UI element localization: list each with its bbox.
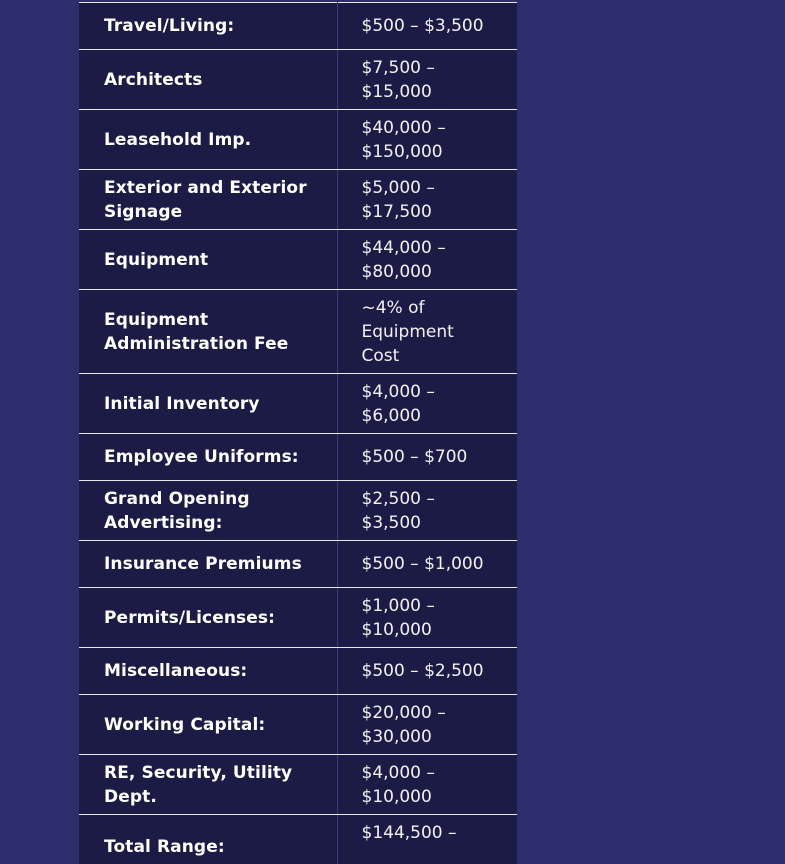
item-label: Grand Opening Advertising: [79,481,337,541]
item-amount: $500 – $2,500 [337,648,517,695]
item-amount: $44,000 – $80,000 [337,230,517,290]
item-label: RE, Security, Utility Dept. [79,755,337,815]
item-label: Equipment [79,230,337,290]
table-row [79,230,517,290]
table-row [79,170,517,230]
item-amount: $4,000 – $10,000 [337,755,517,815]
table-row [79,3,517,50]
item-label: Equipment Administration Fee [79,290,337,374]
item-label: Initial Inventory [79,374,337,434]
table-row [79,434,517,481]
item-label: Employee Uniforms: [79,434,337,481]
total-amount: $144,500 – [361,823,457,843]
table-row [79,588,517,648]
item-label: Insurance Premiums [79,541,337,588]
table-row [79,648,517,695]
item-amount: $1,000 – $10,000 [337,588,517,648]
total-label: Total Range: [79,815,337,864]
table-row [79,755,517,815]
item-label: Travel/Living: [79,3,337,50]
item-amount: $2,500 – $3,500 [337,481,517,541]
item-amount: $40,000 – $150,000 [337,110,517,170]
table-row [79,290,517,374]
item-amount: $500 – $3,500 [337,3,517,50]
table-row [79,481,517,541]
item-label: Leasehold Imp. [79,110,337,170]
investment-cost-table [79,2,517,864]
table-row [79,541,517,588]
item-label: Miscellaneous: [79,648,337,695]
item-amount: $7,500 – $15,000 [337,50,517,110]
item-label: Working Capital: [79,695,337,755]
item-label: Permits/Licenses: [79,588,337,648]
total-row [79,815,517,864]
item-label: Exterior and Exterior Signage [79,170,337,230]
item-amount: ~4% of Equipment Cost [337,290,517,374]
item-amount: $5,000 – $17,500 [337,170,517,230]
item-amount: $500 – $700 [337,434,517,481]
item-amount: $4,000 – $6,000 [337,374,517,434]
table-row [79,374,517,434]
table-row [79,50,517,110]
table-row [79,695,517,755]
item-amount: $20,000 – $30,000 [337,695,517,755]
item-label: Architects [79,50,337,110]
item-amount: $500 – $1,000 [337,541,517,588]
table-row [79,110,517,170]
